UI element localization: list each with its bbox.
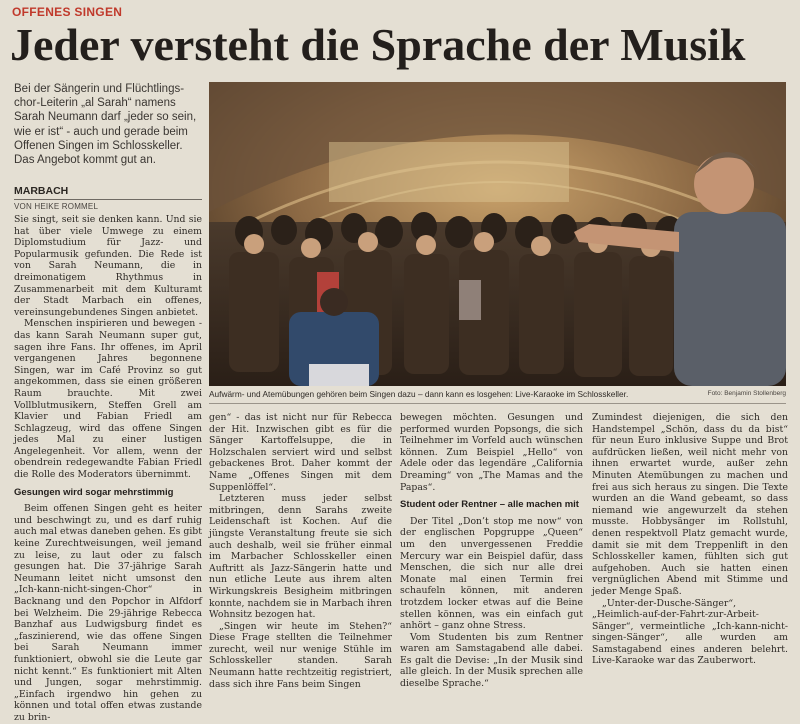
paragraph: Der Titel „Don’t stop me now“ von der englischen Popgruppe „Queen“ um den unvergessenen Freddie Mercury war ein Beispiel dafür, dass Menschen, die sich nur alle drei Monate mal einen Termin frei schaufeln können, mit anderen trotzdem locker etwas auf die Beine stellen können, was ein einfach gut anhört – ganz ohne Stress. — [400, 515, 583, 632]
text-column-4 — [592, 412, 788, 667]
paragraph: Sie singt, seit sie denken kann. Und sie hat über viele Umwege zu einem Diplomstudium für Jazz- und Popularmusik gefunden. Die Rede ist von Sarah Neumann, die in dreimonatigem Rhythmus in Zusammenarbeit mit dem Kulturamt der Stadt Marbach ein offenes, vereinsungebundenes Singen anbietet. — [14, 214, 202, 318]
lead-paragraph: Bei der Sängerin und Flüchtlings-chor-Leiterin „al Sarah“ namens Sarah Neumann darf „jeder so sein, wie er ist“ - auch und gerade beim Offenen Singen im Schlosskeller. Das Angebot kommt gut an. — [14, 83, 197, 167]
paragraph: gen“ - das ist nicht nur für Rebecca der Hit. Inzwischen gibt es für die Sänger Kartoffelsuppe, die in Holzschalen serviert wird und selbst gebackenes Brot. Daher kommt der Name „Offenes Singen mit dem Suppenlöffel“. — [209, 412, 392, 493]
byline: VON HEIKE ROMMEL — [14, 202, 99, 211]
text-column-3 — [400, 412, 583, 690]
subheading: Student oder Rentner – alle machen mit — [400, 499, 579, 511]
paragraph: Letzteren muss jeder selbst mitbringen, denn Sarahs zweite Leidenschaft ist Kochen. Auf die jüngste Veranstaltung freute sie sich auch deshalb, weil sie früher einmal im Marbacher Schlosskeller einen Auftritt als Jazz-Sängerin hatte und nun etliche Leute aus ihrem alten Wirkungskreis Besigheim mitbringen konnte, nachdem sie in Marbach ihren Wohnsitz bezogen hat. — [209, 493, 392, 621]
paragraph: Vom Studenten bis zum Rentner waren am Samstagabend alle dabei. Es galt die Devise: „In der Musik sind alle gleich. In der Musik sprechen alle dieselbe Sprache.“ — [400, 631, 583, 690]
paragraph: „Singen wir heute im Stehen?“ Diese Frage stellten die Teilnehmer zurecht, weil nur wenige Stühle im Schlosskeller standen. Sarah Neumann hatte rechtzeitig registriert, dass sich ihre Fans beim Singen — [209, 620, 392, 690]
text-column-2 — [209, 412, 392, 690]
subheading: Gesungen wird sogar mehrstimmig — [14, 486, 174, 498]
paragraph: bewegen möchten. Gesungen und performed wurden Popsongs, die sich Teilnehmer im Vorfeld auch wünschen können. Zum Beispiel „Hello“ von Adele oder das legendäre „California Dreaming“ von „The Mamas and the Papas“. — [400, 412, 583, 493]
caption-rule — [209, 403, 786, 404]
paragraph: Zumindest diejenigen, die sich den Handstempel „Schön, dass du da bist“ für neun Euro inklusive Suppe und Brot aufdrücken ließen, weil nicht mehr von ihnen erwartet wurde, außer zehn Minuten Atemübungen zu machen und frei aus sich heraus zu singen. Die Texte wurden an die Wand gebeamt, so dass niemand wie angewurzelt da stehen musste. Hobbysänger im Rollstuhl, denen respektvoll Platz gemacht wurde, damit sie mit dem Treppenlift in den Schlosskeller kamen, fühlten sich gut aufgehoben. Auch sie hatten einen vergnüglichen Abend mit Stimme und jeder Menge Spaß. — [592, 412, 788, 597]
dateline-rule — [14, 199, 202, 200]
photo-credit: Foto: Benjamin Stollenberg — [707, 390, 786, 397]
paragraph: Menschen inspirieren und bewegen - das kann Sarah Neumann super gut, sagen ihre Fans. Ihr offenes, im April vergangenen Jahres begonnene Singen, war im Café Provinz so gut angekommen, dass sie einen größeren Raum brauchte. Mit zwei Vollblutmusikern, Steffen Grell am Klavier und Fabian Friedl am Schlagzeug, wird das offene Singen jedes Mal zu einer lustigen Angelegenheit. Vor allem, wenn der obendrein redegewandte Fabian Friedl die Rolle des Moderators übernimmt. — [14, 318, 202, 481]
section-kicker: OFFENES SINGEN — [12, 5, 123, 19]
dateline: MARBACH — [14, 185, 69, 197]
photo-caption: Aufwärm- und Atemübungen gehören beim Singen dazu – dann kann es losgehen: Live-Karaoke im Schlosskeller. — [209, 389, 629, 399]
concert-photo — [209, 82, 786, 386]
text-column-1 — [14, 214, 202, 724]
paragraph: „Unter-der-Dusche-Sänger“, „Heimlich-auf-der-Fahrt-zur-Arbeit-Sänger“, vermeintliche „Ich-kann-nicht-singen-Sänger“, alle wurden am Samstagabend eines anderen belehrt. Live-Karaoke war das Zauberwort. — [592, 597, 788, 667]
headline: Jeder versteht die Sprache der Musik — [10, 19, 746, 70]
paragraph: Beim offenen Singen geht es heiter und beschwingt zu, und es darf ruhig auch mal etwas daneben gehen. Es gibt keine Zurechtweisungen, weil jemand zu leise, zu laut oder zu falsch gesungen hat. Die 37-jährige Sarah Neumann leitet nicht umsonst den „Ich-kann-nicht-singen-Chor“ in Backnang und den Popchor in Alfdorf bei Welzheim. Die 29-jährige Rebecca Banzhaf aus Ludwigsburg findet es „faszinierend, wie das offene Singen bei Sarah Neumann immer funktioniert, obwohl sie die Leute gar nicht kennt.“ Es funktioniert mit Alten und Jungen, sogar mehrstimmig. „Einfach irgendwo hin gehen zu können und total offen etwas zustande zu brin- — [14, 503, 202, 723]
